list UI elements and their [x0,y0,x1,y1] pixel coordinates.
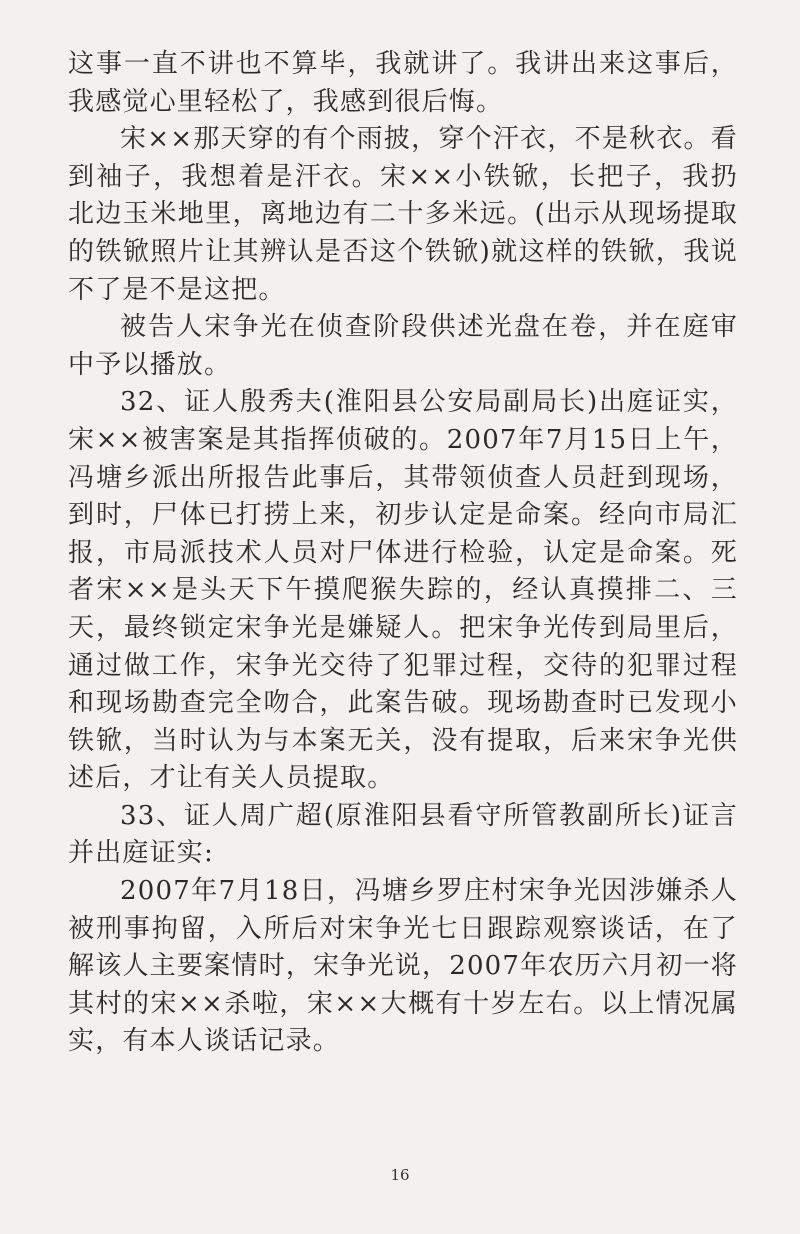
paragraph-clothing-shovel: 宋××那天穿的有个雨披，穿个汗衣，不是秋衣。看到袖子，我想着是汗衣。宋××小铁锨，长把子，我扔北边玉米地里，离地边有二十多米远。(出示从现场提取的铁锨照片让其辨认是否这个铁锨)就这样的铁锨，我说不了是不是这把。 [68,124,738,305]
paragraph-witness-33-intro: 33、证人周广超(原淮阳县看守所管教副所长)证言并出庭证实: [68,800,738,869]
page-number: 16 [390,1166,410,1184]
paragraph-video-evidence: 被告人宋争光在侦查阶段供述光盘在卷，并在庭审中予以播放。 [68,312,738,380]
paragraph-continuation: 这事一直不讲也不算毕，我就讲了。我讲出来这事后，我感觉心里轻松了，我感到很后悔。 [68,49,738,117]
paragraph-witness-32: 32、证人殷秀夫(淮阳县公安局副局长)出庭证实，宋××被害案是其指挥侦破的。2007年7月15日上午，冯塘乡派出所报告此事后，其带领侦查人员赶到现场，到时，尸体已打捞上来，初步认定是命案。经向市局汇报，市局派技术人员对尸体进行检验，认定是命案。死者宋××是头天下午摸爬猴失踪的，经认真摸排二、三天，最终锁定宋争光是嫌疑人。把宋争光传到局里后，通过做工作，宋争光交待了犯罪过程，交待的犯罪过程和现场勘查完全吻合，此案告破。现场勘查时已发现小铁锨，当时认为与本案无关，没有提取，后来宋争光供述后，才让有关人员提取。 [68,387,738,794]
paragraph-witness-33-testimony: 2007年7月18日，冯塘乡罗庄村宋争光因涉嫌杀人被刑事拘留，入所后对宋争光七日跟踪观察谈话，在了解该人主要案情时，宋争光说，2007年农历六月初一将其村的宋××杀啦，宋××大概有十岁左右。以上情况属实，有本人谈话记录。 [68,876,738,1057]
